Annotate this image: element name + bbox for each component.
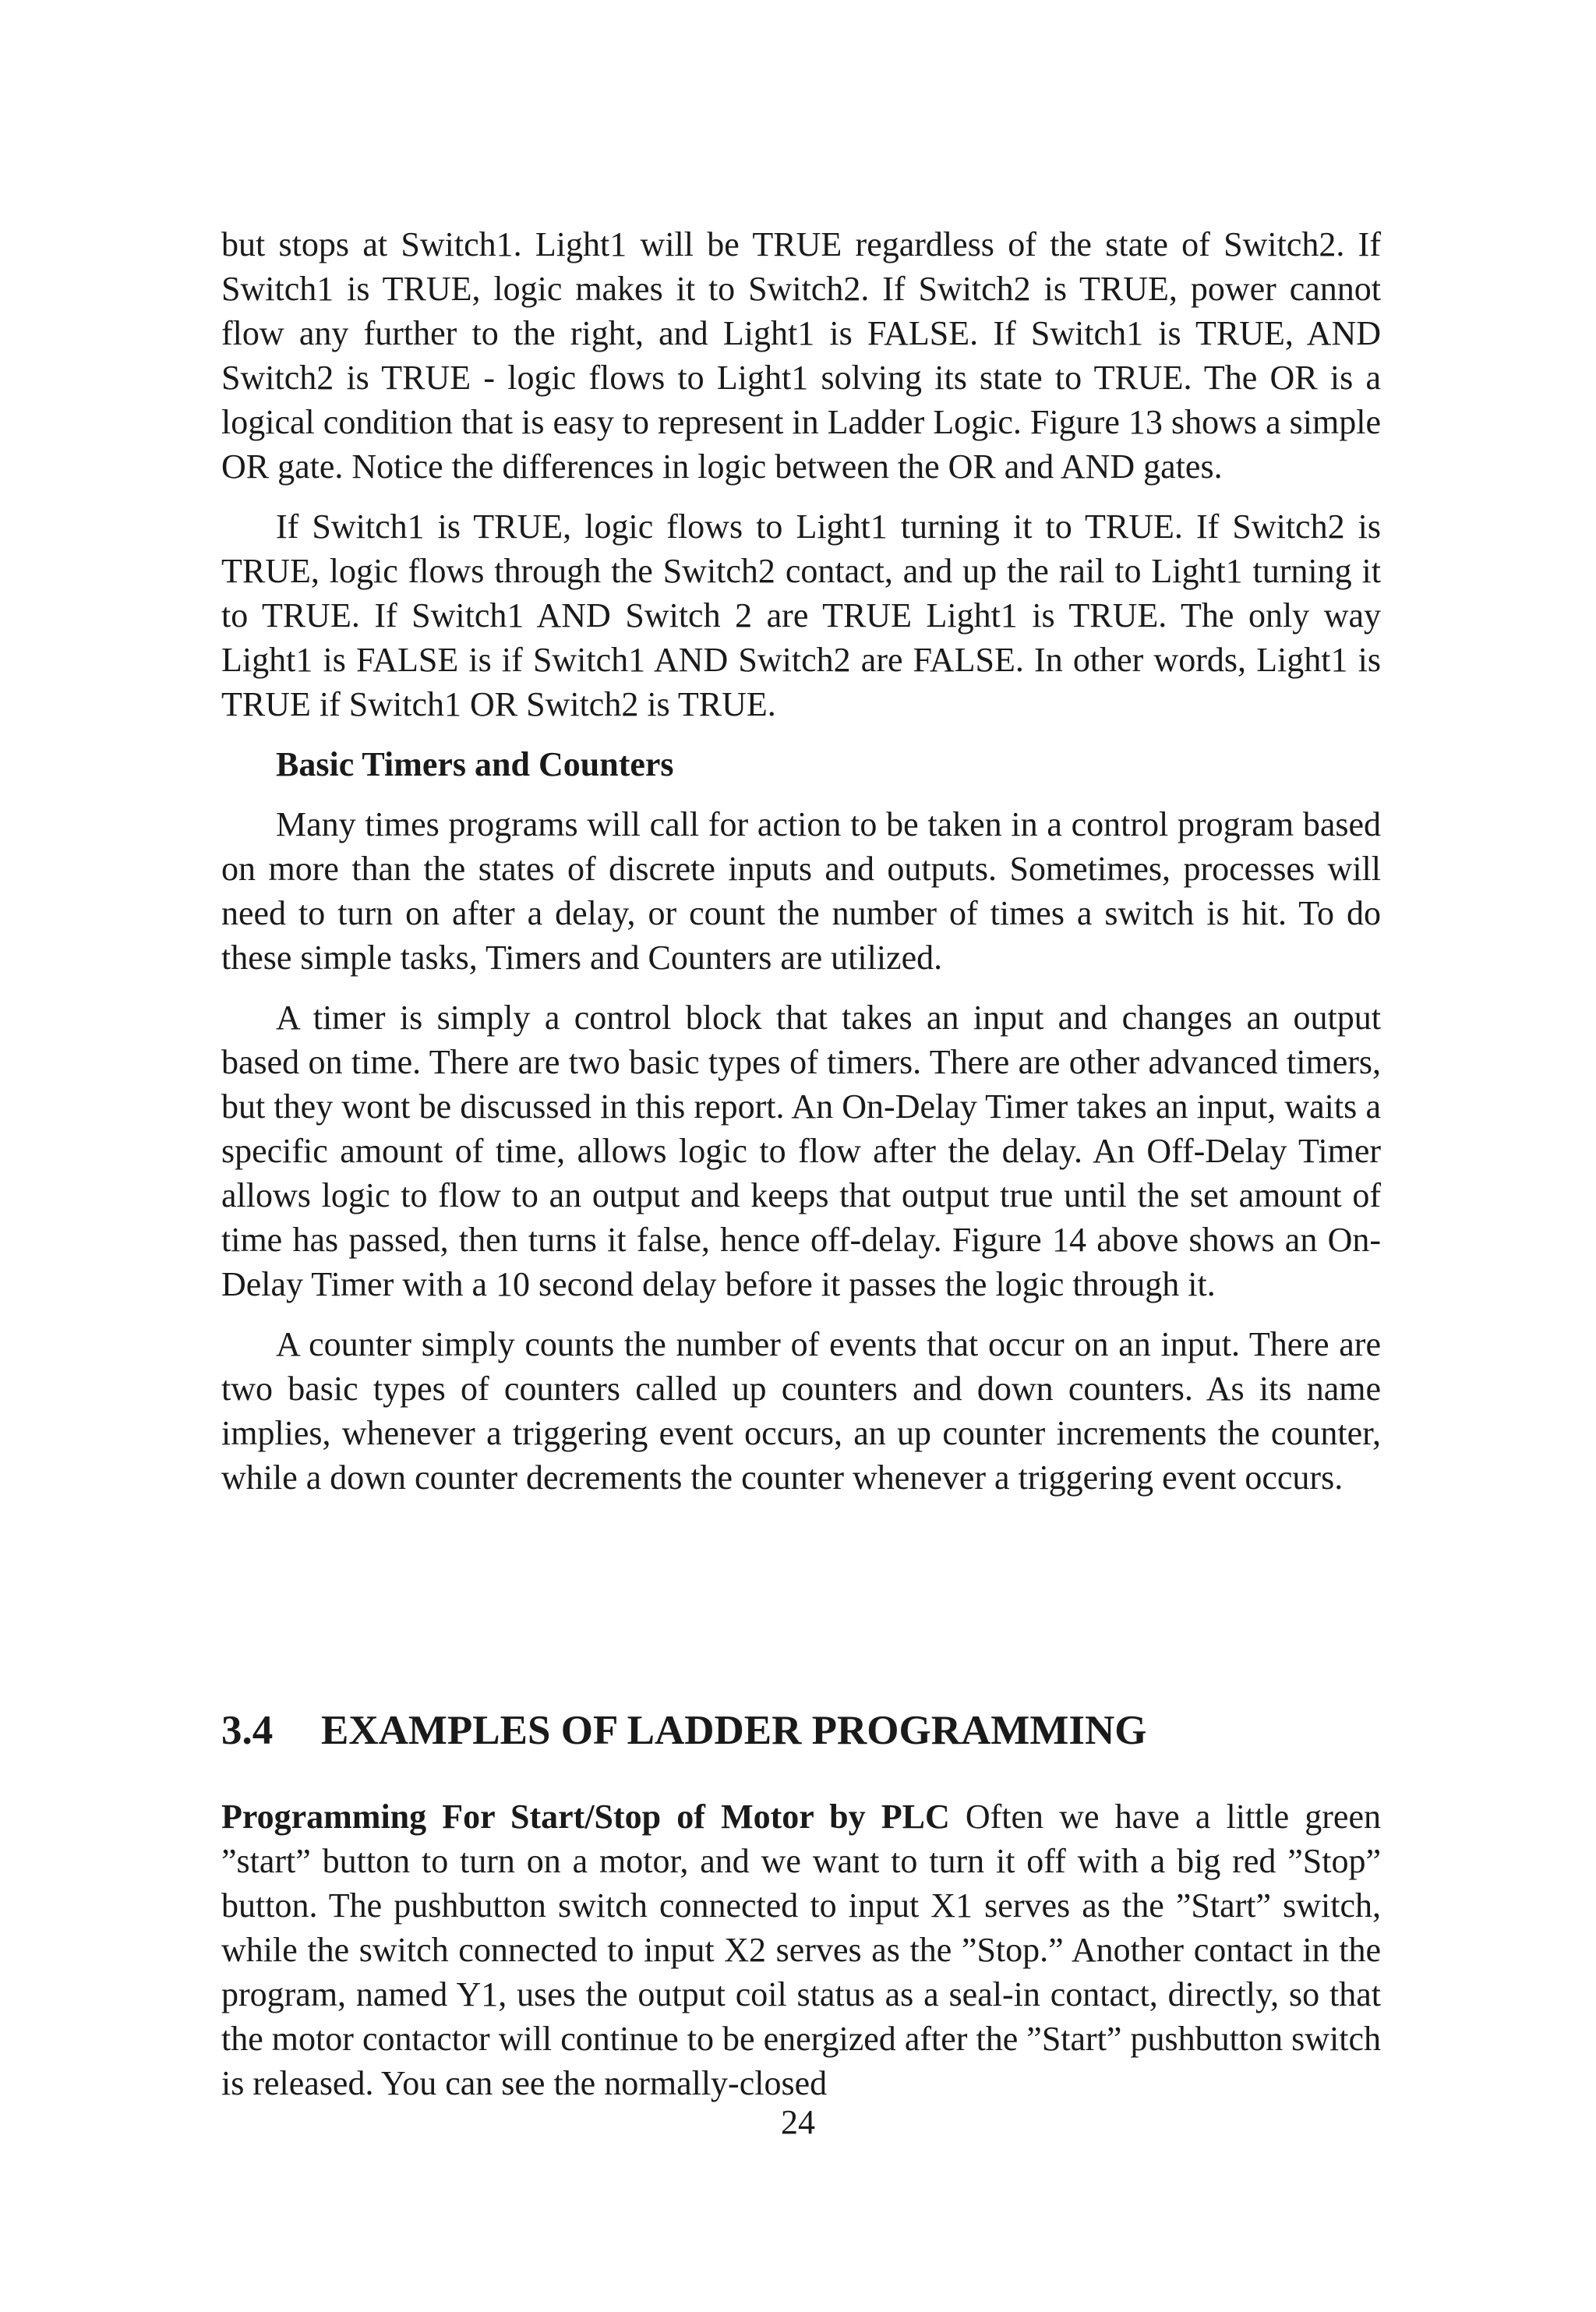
page-number: 24 [781,2103,815,2141]
paragraph-or-logic-explanation: If Switch1 is TRUE, logic flows to Light1 turning it to TRUE. If Switch2 is TRUE, logic flows through the Switch2 contact, and up the rail to Light1 turning it to TRUE. If Switch1 AND Switch 2 are TRUE Light1 is TRUE. The only way Light1 is FALSE is if Switch1 AND Switch2 are FALSE. In other words, Light1 is TRUE if Switch1 OR Switch2 is TRUE. [221,507,1381,723]
paragraph-counters: A counter simply counts the number of events that occur on an input. There are two basic types of counters called up counters and down counters. As its name implies, whenever a triggering event occurs, an up counter increments the counter, while a down counter decrements the counter whenever a triggering event occurs. [221,1325,1381,1497]
paragraph-timers-counters-intro: Many times programs will call for action to be taken in a control program based on more than the states of discrete inputs and outputs. Sometimes, processes will need to turn on after a delay, or count the number of times a switch is hit. To do these simple tasks, Timers and Counters are utilized. [221,805,1381,977]
paragraph-body: Often we have a little green ”start” button to turn on a motor, and we want to turn it off with a big red ”Stop” button. The pushbutton switch connected to input X1 serves as the ”Start” switch, while the switch connected to input X2 serves as the ”Stop.” Another contact in the program, named Y1, uses the output coil status as a seal-in contact, directly, so that the motor contactor will continue to be energized after the ”Start” pushbutton switch is released. You can see the normally-closed [221,1798,1381,2102]
paragraph-start-stop-motor [221,1794,1381,2105]
paragraph-timers: A timer is simply a control block that takes an input and changes an output based on time. There are two basic types of timers. There are other advanced timers, but they wont be discussed in this report. An On-Delay Timer takes an input, waits a specific amount of time, allows logic to flow after the delay. An Off-Delay Timer allows logic to flow to an output and keeps that output true until the set amount of time has passed, then turns it false, hence off-delay. Figure 14 above shows an On-Delay Timer with a 10 second delay before it passes the logic through it. [221,999,1381,1303]
section-number: 3.4 [221,1708,274,1753]
section-heading [221,1706,1381,1755]
paragraph-or-logic-intro: but stops at Switch1. Light1 will be TRUE regardless of the state of Switch2. If Switch1 is TRUE, logic makes it to Switch2. If Switch2 is TRUE, power cannot flow any further to the right, and Light1 is FALSE. If Switch1 is TRUE, AND Switch2 is TRUE - logic flows to Light1 solving its state to TRUE. The OR is a logical condition that is easy to represent in Ladder Logic. Figure 13 shows a simple OR gate. Notice the differences in logic between the OR and AND gates. [221,225,1381,486]
subheading-timers-counters: Basic Timers and Counters [276,745,674,783]
body-text-lower [221,1794,1381,2105]
section-title: EXAMPLES OF LADDER PROGRAMMING [321,1708,1147,1753]
paragraph-lead-title: Programming For Start/Stop of Motor by PLC [221,1798,950,1836]
body-text-upper [221,222,1381,1500]
